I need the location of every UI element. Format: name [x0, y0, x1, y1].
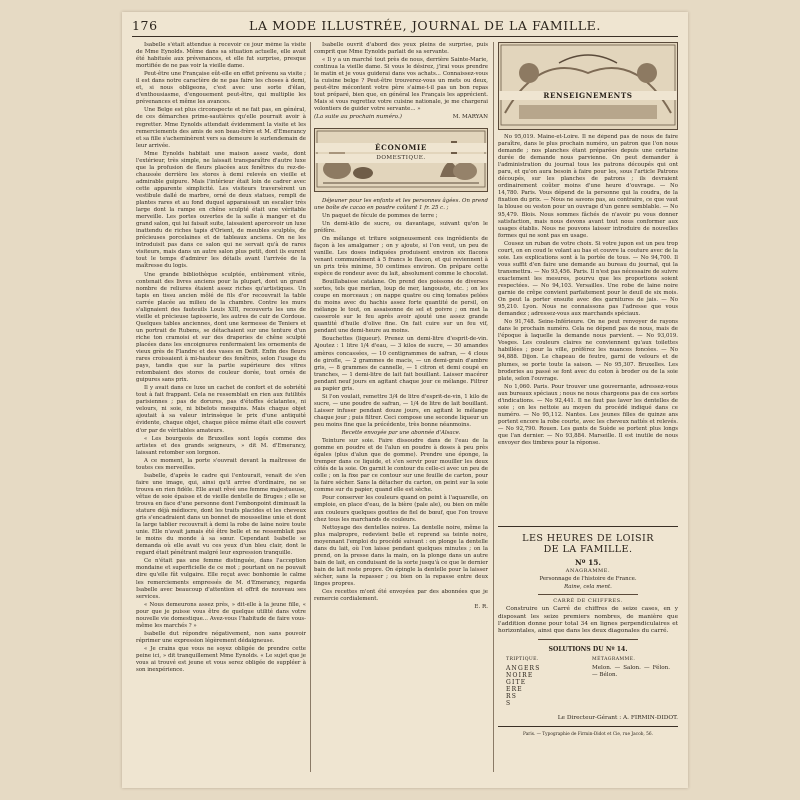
story-paragraph: Une grande bibliothèque sculptée, entièrement vitrée, contenait des livres anciens pour la plupart, dont un grand nombre de reliures étaient assez riches qu'artistiques. Un tapis en tissu ancien môlé de fils d'or recouvrait la table carrée placée au milieu de la chambre. Contre les murs s'alignaient des fauteuils Louis XIII, recouverts les uns de vieille et précieuse tapisserie, les autres de cuir de Cordoue. Quelques tables anciennes, dont une kermesse de Teniers et un portrait de Rubens, se détachaient sur une tenture d'un riche ton cramoisi et sur des draperies de chêne sculpté placées dans les encoignures renfermaient les ornements de vieux grès de Flandre et des vases en Delft. Enfin des fleurs rares croissaient à mi-hauteur des fenêtres, selon l'usage du pays, tandis que sur la partie supérieure des vitres retombaient des stores de couleur dorée, tout ornés de guipures sans prix. — [136, 271, 306, 384]
recipe-paragraph: Pour conserver les couleurs quand on peint à l'aquarelle, on emploie, en place d'eau, de la bière (pale ale), ou bien on mêle aux couleurs quelques gouttes de fiel de bœuf, que l'on trouve chez tous les marchands de couleurs. — [314, 495, 488, 523]
renseignements-section — [498, 134, 678, 522]
acrostic-line: ANGERS — [506, 664, 541, 672]
recipe-paragraph: Un paquet de fécule de pommes de terre ; — [322, 212, 438, 219]
answer-paragraph: No 95,019. Maine-et-Loire. Il ne dépend pas de nous de faire paraître, dans le plus prochain numéro, un patron que l'on nous demande ; nos planches étant préparées depuis une certaine durée de demande nous parvienne. On peut demander à l'administration du journal tous les patrons découpés qui ont paru, et qu'on aura besoin à faire pour les, sous l'article Patrons découpés, sur les planches de patrons ; ils devraient ordinairement coûter moins d'une heure d'ouvrage. — No 14,780. Paris. Vous dépend de la personne qui la coudra, de la fixation du prix. — Nous ne savons pas, au contraire, ce que vaut la blouse ou veston pour un ouvrage d'un genre semblable. — No 95,479. Blois. Nous sommes fâchés de n'avoir pu vous donner satisfaction, mais nous devons avant tout nous conformer aux usages établis. Nous ne pouvons laisser introduire de nouvelles formes qui ne sont pas en usage. — [498, 134, 678, 239]
story-paragraph: Isabelle dut répondre négativement, non sans pouvoir réprimer une expression légèrement dédaigneuse. — [136, 630, 306, 644]
answer-paragraph: Cousez un ruban de votre choix. Si votre jupon est un peu trop court, on en coud le volant au bas et couvre la couture avec de la soie. Les explications sont à la portée de tous. — No 94,700. Il vous suffit d'en faire une demande au bureau du journal, qui la transmettra. — No 93,456. Paris. Il n'est pas nécessaire de suivre exactement les mesures, pourvu que les proportions soient respectées. — No 94,103. Versailles. Une robe de laine noire garnie de crêpe convient parfaitement pour le deuil de six mois. On peut la porter ensuite avec des garnitures de jais. — No 95,210. Lyon. Nous ne connaissons pas l'adresse que vous demandez ; adressez-vous aux marchands spéciaux. — [498, 240, 678, 318]
story-paragraph: « Je crains que vous ne soyez obligée de prendre cette peine ici, » dit tranquillement Mme Eynolds. « Le sujet que je vous ai trouvé est jeune et vous serez obligée de suppléer à son inexpérience. — [136, 645, 306, 674]
footer-rule — [498, 726, 678, 727]
solutions-grid — [498, 656, 678, 707]
anagramme-text: Personnage de l'histoire de France. — [539, 576, 637, 583]
story-footer — [314, 114, 488, 121]
page-header — [132, 18, 678, 34]
recipe-note: Recette envoyée par une abonnée d'Alsace. — [341, 430, 461, 437]
section-rule — [498, 526, 678, 527]
story-paragraph: Ce n'était pas une femme distinguée, dans l'acception mondaine et superficielle de ce mot ; pourtant on ne pouvait dire qu'elle fût vulgaire. Elle reçut avec bonhomie le calme les remerciements empressés de M. d'Emerancy, regarda Isabelle avec beaucoup d'attention et offrit de nouveau ses services. — [136, 558, 306, 600]
acrostic-line: RS — [506, 692, 518, 700]
header-rule — [132, 36, 678, 37]
ornament-illustration-icon — [499, 43, 677, 127]
column-separator — [310, 42, 311, 772]
recipe-paragraph: Nettoyage des dentelles noires. La dentelle noire, même la plus malpropre, redevient belle et reprend sa teinte noire, moyennant l'emploi du procédé suivant : on plonge la dentelle dans du lait, où l'on laisse pendant quelques minutes ; on la prend, on la presse dans la main, on la plonge dans un autre bain de lait, en conduisant de la sorte jusqu'à ce que le dernier bain de lait reste propre. On épingle la dentelle pour la laisser sécher, sans la repasser ; ou bien on la repasse entre deux linges propres. — [314, 524, 488, 587]
answer-paragraph: No 1,060. Paris. Pour trouver une gouvernante, adressez-vous aux bureaux spéciaux ; nous ne nous chargeons pas de ces sortes d'indications. — No 92,441. Il ne faut pas laver les dentelles de soie ; on les nettoie au moyen du procédé indiqué dans ce numéro. — No 95,112. Nantes. Les jeunes filles de quinze ans portent encore la robe courte, avec les cheveux nattés et relevés. — No 92,790. Rouen. Les gants de Suède se portent plus longs que l'an dernier. — No 93,884. Marseille. Il est inutile de nous envoyer des timbres pour la réponse. — [498, 383, 678, 447]
carre-text: Construire un Carré de chiffres de seize cases, en y disposant les seize premiers nombres, de manière que l'addition donne pour total 34 en lignes perpendiculaires et horizontales, ainsi que dans les deux diagonales du carré. — [498, 606, 678, 635]
anagramme-answer: Raine, cela ment. — [564, 584, 612, 591]
answer-paragraph: No 91,748. Seine-Inférieure. On ne peut renvoyer de rayons dans le prochain numéro. Cela ne dépend pas de nous, mais de l'époque à laquelle la demande nous parvient. — No 93,019. Vosges. Les couleurs claires ne conviennent qu'aux toilettes habillées ; pour la ville, préférez les nuances foncées. — No 94,888. Dijon. Le chapeau de feutre, garni de velours et de plumes, se porte toute la saison. — No 95,307. Bruxelles. Les broderies au passé se font avec du coton à broder ou de la soie plate, selon l'ouvrage. — [498, 319, 678, 382]
solutions-title: SOLUTIONS DU Nº 14. — [548, 645, 628, 653]
issue-number: Nº 15. — [575, 558, 601, 567]
triptique-head: TRIPTIQUE. — [506, 656, 539, 662]
story-paragraph: A ce moment, la porte s'ouvrait devant la maîtresse de toutes ces merveilles. — [136, 457, 306, 471]
story-paragraph: Peut-être une Française eût-elle en effet prévenu sa visite ; il est dans notre caractère de ne pas faire les choses à demi, et, si nous obligeons, c'est avec une sorte d'élan, d'enthousiasme, d'engouement peut-être, qui multiplie les prévenances et même les avances. — [136, 71, 306, 106]
column-3 — [498, 42, 678, 777]
column-2 — [314, 42, 488, 777]
renseignements-title: RENSEIGNEMENTS — [499, 91, 677, 100]
economie-title: ÉCONOMIE — [315, 143, 487, 152]
newspaper-page — [122, 12, 688, 788]
column-separator — [493, 42, 494, 772]
acrostic-line: S — [506, 699, 512, 707]
recipe-paragraph: Un demi-kilo de sucre, ou davantage, suivant qu'on le préfère. — [314, 220, 488, 234]
acrostic-line: GITE — [506, 678, 527, 686]
story-paragraph: « Les bourgeois de Bruxelles sont logés comme des artistes et des grands seigneurs, » dit M. d'Emerancy, laissant retomber son lorgnon. — [136, 435, 306, 456]
story-paragraph: Une Belge est plus circonspecte et ne fait pas, en général, de ces démarches prime-sautières qu'elle pourrait avoir à regretter. Mme Eynolds attendait évidemment la visite et les remerciements des amis de son beau-frère et M. d'Emerancy et sa fille s'acheminèrent vers sa demeure le surlendemain de leur arrivée. — [136, 107, 306, 149]
story-paragraph: Isabelle s'était attendue à recevoir ce jour même la visite de Mme Eynolds. Même dans sa situation actuelle, elle avait été habituée aux prévenances, et elle fut surprise, presque mortifiée de ne pas voir la vieille dame. — [136, 42, 306, 70]
continued-note: (La suite au prochain numéro.) — [314, 114, 402, 121]
acrostic-line: ERE — [506, 685, 523, 693]
anagramme-label: ANAGRAMME. — [565, 568, 611, 575]
divider — [538, 594, 638, 595]
heures-title-line1: LES HEURES DE LOISIR — [522, 533, 654, 544]
story-paragraph: « Il y a un marché tout près de nous, derrière Sainte-Marie, continua la vieille dame. Si vous le désirez, j'irai vous prendre le matin et je vous guiderai dans vos achats... Connaissez-vous la cuisine belge ? Peut-être trouverez-vous un mets ou deux, peut-être mécontent votre père s'aime-t-il pas un bon repas tout préparé, bien que, en général les Français les apprécient. Mais si vous regrettez votre cuisine nationale, je me chargerai volontiers de guider votre servante... » — [314, 57, 488, 113]
story-paragraph: Isabelle ouvrit d'abord des yeux pleins de surprise, puis comprit que Mme Eynolds parlait de sa servante. — [314, 42, 488, 56]
divider — [538, 639, 638, 640]
story-paragraph: Isabelle, d'après le cadre qui l'entourait, venait de s'en faire une image, qui, ainsi qu'il arrive d'ordinaire, ne se trouva en rien fidèle. Elle avait rêvé une femme majestueuse, vêtue de soie épaisse et de vieille dentelle de Bruges ; elle se trouva en face d'une personne dont l'embonpoint diminuait la stature déjà médiocre, dont les traits placides et les cheveux gris s'encadraient dans un bonnet de mousseline unie et dont la large tablier recouvrait à demi la robe de laine noire toute unie. Elle n'avait jamais été être belle et ne ressemblait pas le moins du monde à sa sœur. Cependant Isabelle se demanda où elle avait vu ces yeux d'un bleu clair, dont le regard était pénétrant malgré leur expression tranquille. — [136, 472, 306, 557]
story-paragraph: « Nous demeurons assez près, » dit-elle à la jeune fille, « pour que je puisse vous être de quelque utilité dans votre nouvelle vie domestique... Avez-vous l'habitude de faire vous-même les marchés ? » — [136, 601, 306, 629]
economie-subtitle: DOMESTIQUE. — [315, 154, 487, 163]
metagramme-answer: Melon. — Salon. — Félon. — Bélon. — [592, 664, 670, 678]
column-1 — [136, 42, 306, 777]
metagramme-head: MÉTAGRAMME. — [592, 656, 636, 662]
recipe-paragraph: On mélange et triture soigneusement ces ingrédients de façon à les amalgamer ; on y ajoute, si l'on veut, un peu de vanille. Les doses indiquées produisent environ six flacons venant communément à 5 francs le flacon, et qui reviennent à un prix très minime, 50 centimes environ. On prépare cette espèce de rondeur avec du lait, absolument comme le chocolat. — [314, 235, 488, 277]
director-line: Le Directeur-Gérant : A. FIRMIN-DIDOT. — [557, 714, 678, 721]
heures-section — [498, 533, 678, 738]
carre-label: CARRÉ DE CHIFFRES. — [553, 598, 623, 605]
journal-title: LA MODE ILLUSTRÉE, JOURNAL DE LA FAMILLE. — [249, 18, 601, 33]
recipe-paragraph: Teinture sur soie. Faire dissoudre dans de l'eau de la gomme en poudre et de l'alun en poudre à doses à peu près égales (plus d'alun que de gomme). Prendre une éponge, la tremper dans ce liquide, et s'en servir pour mouiller les deux côtés de la soie. On garnit le contour du celle-ci avec un peu de colle ; on la fixe par ce contour sur une feuille de carton, pour la faire sécher. Sans la détacher du carton, on peint sur la soie comme sur du papier, quand elle est sèche. — [314, 438, 488, 494]
story-author: M. MARYAN — [452, 114, 488, 121]
recipe-paragraph: Ces recettes m'ont été envoyées par des abonnées que je remercie cordialement. — [314, 589, 488, 603]
solutions-col-1 — [506, 656, 541, 707]
recipe-paragraph: Si l'on voulait, remettre 3/4 de litre d'esprit-de-vin, 1 kilo de sucre, — une poudre de safran, — 1/4 de litre de lait bouillant. Laisser infuser pendant douze jours, en agitant le mélange chaque jour ; puis filtrer. Ceci compose une seconde liqueur un peu moins fine que la précédente, très bonne néanmoins. — [314, 393, 488, 428]
solutions-col-2 — [592, 656, 670, 707]
recipe-paragraph: Bouillabaisse catalane. On prend des poissons de diverses sortes, tels que merlan, loup de mer, langouste, etc. ; on les coupe en morceaux ; on nappe quatre ou cinq tomates pelées du moins avec du hachis assez forte quantité de persil, on mélange le tout, on assaisonne de sel et poivre ; on met la casserole sur le feu après avoir ajouté une assez grande quantité d'huile d'olive fine. On fait cuire sur un feu vif, pendant une demi-heure au moins. — [314, 279, 488, 335]
page-number: 176 — [132, 18, 158, 33]
heures-title-line2: DE LA FAMILLE. — [543, 544, 633, 555]
recipe-paragraph: Bouchettes (liqueur). Prenez un demi-litre d'esprit-de-vin. Ajoutez : 1 litre 1/4 d'eau, — 3 kilos de sucre, — 30 amandes amères concassées, — 10 centigrammes de safran, — 4 clous de girofle, — 2 grammes de macis, — un demi-grain d'ambre gris, — 8 grammes de cannelle, — 1 citron et demi coupé en tranches, — 1 demi-litre de lait fait bouillant. Laisser macérer pendant neuf jours en agitant chaque jour ce mélange. Filtrer au papier gris. — [314, 336, 488, 392]
renseignements-banner — [498, 42, 678, 130]
recipe-paragraph: Déjeuner pour les enfants et les personnes âgées. On prend une boîte de cacao en poudre coûtant 1 fr. 25 c. ; — [314, 197, 488, 211]
imprint-line: Paris. — Typographie de Firmin-Didot et Cie, rue Jacob, 56. — [523, 732, 653, 737]
economie-signature: E. R. — [474, 604, 488, 611]
story-paragraph: Il y avait dans ce luxe un cachet de confort et de sobriété tout à fait frappant. Cela ne ressemblait en rien aux futilités parisiennes ; pas de dorures, pas d'étoffes éclatantes, ni velours, ni soie, ni bibelots mesquins. Mais chaque objet ajoutait à sa valeur intrinsèque le prix d'une antiquité évidente, chaque objet, chaque pièce même était elle couvert d'or par de véritables amateurs. — [136, 385, 306, 434]
economie-banner — [314, 128, 488, 192]
acrostic-line: NOIRE — [506, 671, 534, 679]
story-paragraph: Mme Eynolds habitait une maison assez vaste, dont l'extérieur, très simple, ne laissait transparaître d'autre luxe que la profusion de fleurs placées aux fenêtres du rez-de-chaussée derrière les stores à demi relevés en vieille et admirable guipure. Mais l'intérieur était loin de cadrer avec cette apparente simplicité. Les visiteurs traversèrent un vestibule dallé de marbre, orné de deux statues, rempli de plantes rares et au fond duquel apparaissait un escalier très large dont la rampe en chêne sculpté était une véritable merveille. Les portes ouvertes de la salle à manger et du grand salon, qui lui faisait suite, laissaient apercevoir un luxe inattendu de riches tapis d'Orient, de meubles sculptés, de précieuses porcelaines et de tableaux anciens. On ne les introduisit pas dans ce salon qui ne servait qu'à de rares visiteurs, mais dans un autre salon plus petit, dont ils eurent tout le temps d'admirer les détails avant l'arrivée de la maîtresse du logis. — [136, 150, 306, 270]
